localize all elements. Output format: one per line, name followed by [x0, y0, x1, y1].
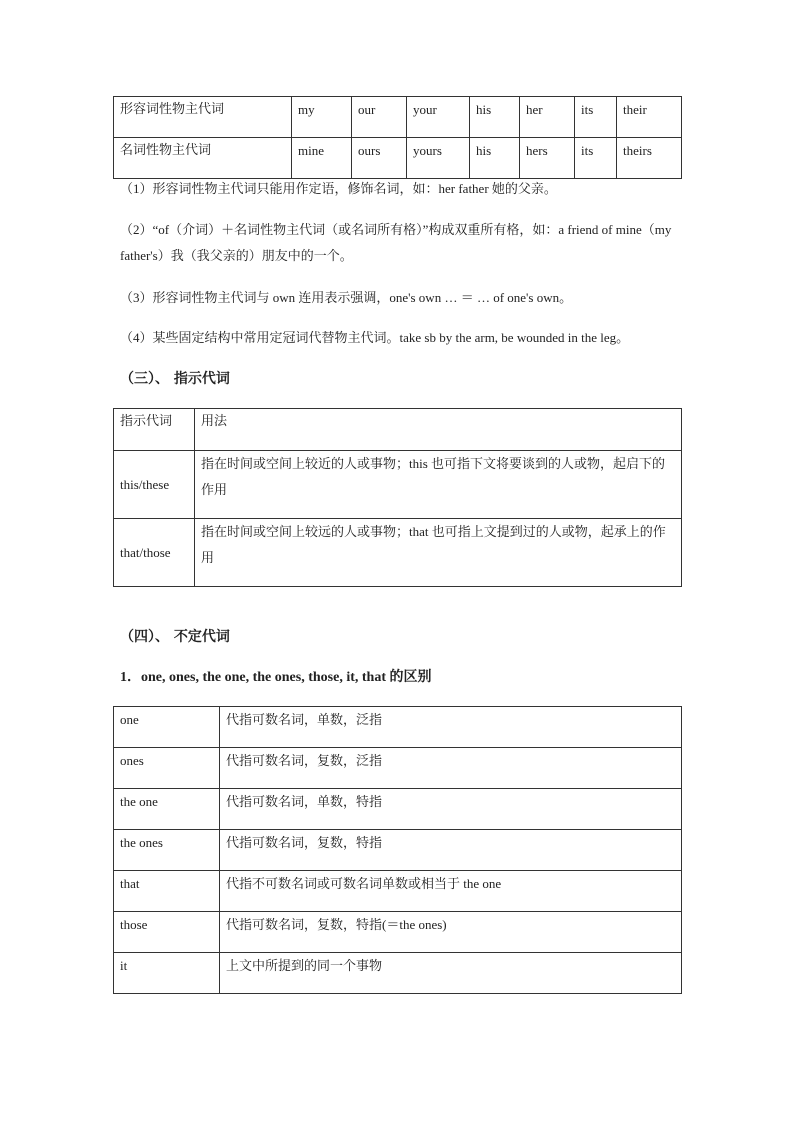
table-row: [114, 871, 682, 912]
table-cell: his: [470, 97, 520, 138]
note-2: （2）“of（介词）＋名词性物主代词（或名词所有格）”构成双重所有格，如：a friend of mine（my father's）我（我父亲的）朋友中的一个。: [120, 222, 672, 263]
table-cell: yours: [407, 138, 470, 179]
term-cell: the ones: [114, 830, 220, 871]
note-1: （1）形容词性物主代词只能用作定语，修饰名词，如：her father 她的父亲。: [120, 181, 557, 196]
table-row: [114, 138, 682, 179]
term-cell: that/those: [114, 519, 195, 587]
usage-cell: 指在时间或空间上较远的人或事物；that 也可指上文提到过的人或物，起承上的作用: [195, 519, 682, 587]
column-header-usage: 用法: [195, 409, 682, 451]
usage-cell: 代指可数名词，复数，特指(＝the ones): [220, 912, 682, 953]
table-row: [114, 707, 682, 748]
note-3: （3）形容词性物主代词与 own 连用表示强调，one's own … ＝ … of one's own。: [120, 290, 573, 305]
table-header-row: [114, 409, 682, 451]
term-cell: those: [114, 912, 220, 953]
usage-cell: 代指可数名词，复数，特指: [220, 830, 682, 871]
table-row: [114, 830, 682, 871]
table-cell: its: [575, 138, 617, 179]
table-row: [114, 789, 682, 830]
table-row: [114, 953, 682, 994]
row-label: 形容词性物主代词: [114, 97, 292, 138]
table-cell: theirs: [617, 138, 682, 179]
usage-cell: 上文中所提到的同一个事物: [220, 953, 682, 994]
section-3-title: （三）、 指示代词: [120, 371, 230, 387]
usage-cell: 代指可数名词，单数，特指: [220, 789, 682, 830]
table-cell: ours: [352, 138, 407, 179]
table-row: [114, 748, 682, 789]
section-4-title: （四）、 不定代词: [120, 629, 230, 645]
note-4: （4）某些固定结构中常用定冠词代替物主代词。take sb by the arm, be wounded in the leg。: [120, 330, 630, 345]
term-cell: that: [114, 871, 220, 912]
demonstrative-pronoun-table: [113, 408, 682, 587]
usage-cell: 指在时间或空间上较近的人或事物；this 也可指下文将要谈到的人或物，起启下的作用: [195, 451, 682, 519]
term-cell: one: [114, 707, 220, 748]
table-row: [114, 912, 682, 953]
term-cell: it: [114, 953, 220, 994]
term-cell: this/these: [114, 451, 195, 519]
table-cell: mine: [292, 138, 352, 179]
table-cell: your: [407, 97, 470, 138]
table-cell: hers: [520, 138, 575, 179]
term-cell: the one: [114, 789, 220, 830]
table-cell: its: [575, 97, 617, 138]
usage-cell: 代指不可数名词或可数名词单数或相当于 the one: [220, 871, 682, 912]
table-cell: my: [292, 97, 352, 138]
row-label: 名词性物主代词: [114, 138, 292, 179]
table-row: [114, 451, 682, 519]
indefinite-pronoun-table: [113, 706, 682, 994]
table-row: [114, 97, 682, 138]
table-cell: their: [617, 97, 682, 138]
usage-cell: 代指可数名词，复数，泛指: [220, 748, 682, 789]
term-cell: ones: [114, 748, 220, 789]
section-4-subtitle: 1．one, ones, the one, the ones, those, it, that 的区别: [120, 670, 432, 685]
column-header-term: 指示代词: [114, 409, 195, 451]
table-row: [114, 519, 682, 587]
table-cell: his: [470, 138, 520, 179]
possessive-pronoun-table: [113, 96, 682, 179]
usage-cell: 代指可数名词，单数，泛指: [220, 707, 682, 748]
table-cell: her: [520, 97, 575, 138]
table-cell: our: [352, 97, 407, 138]
